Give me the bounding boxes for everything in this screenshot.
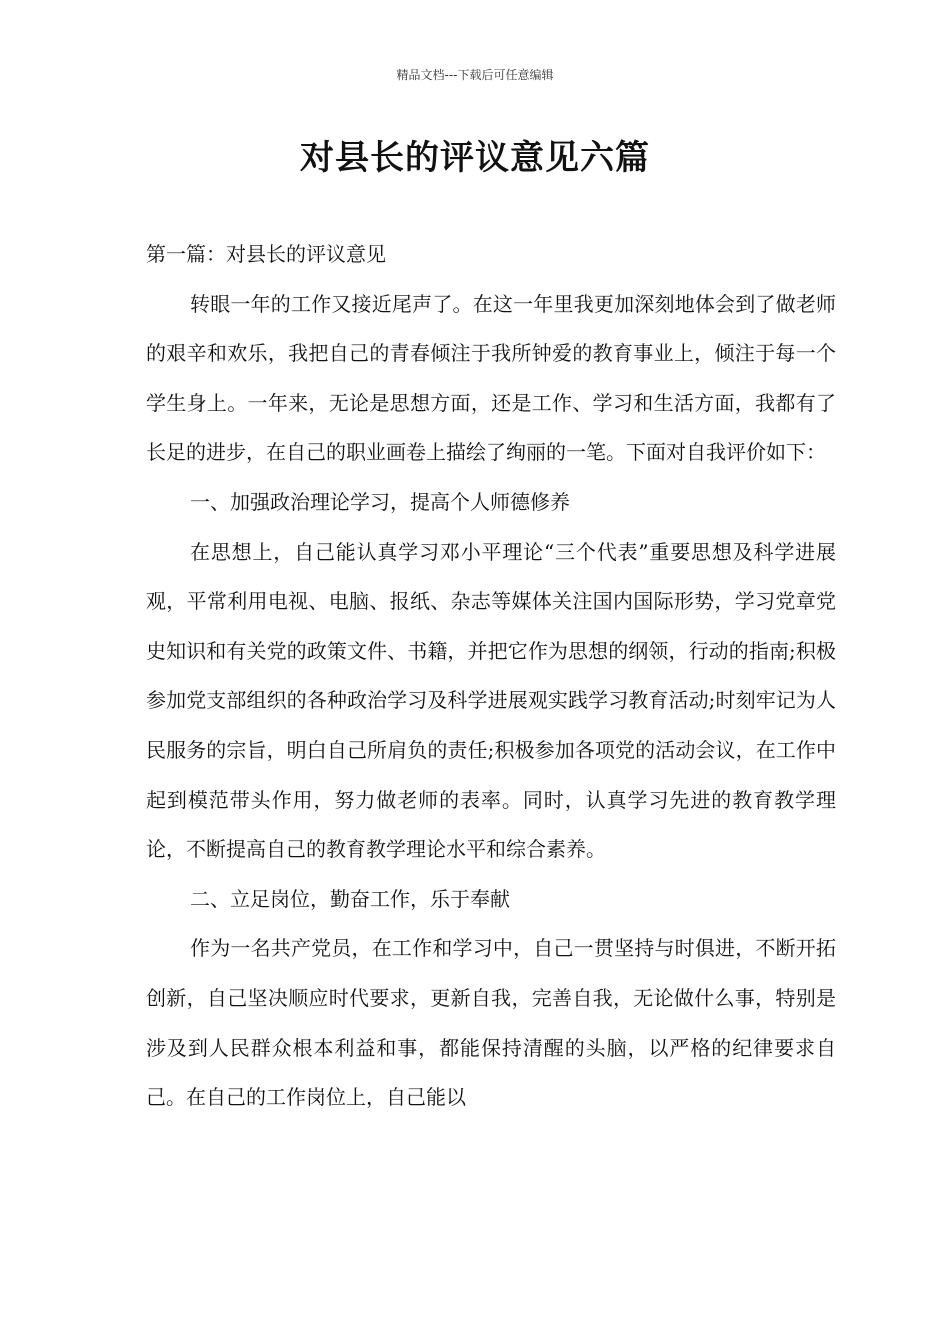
- paragraph: 在思想上，自己能认真学习邓小平理论“三个代表”重要思想及科学进展观，平常利用电视、电脑、报纸、杂志等媒体关注国内国际形势，学习党章党史知识和有关党的政策文件、书籍，并把它作为思想的纲领，行动的指南;积极参加党支部组织的各种政治学习及科学进展观实践学习教育活动;时刻牢记为人民服务的宗旨，明白自己所肩负的责任;积极参加各项党的活动会议，在工作中起到模范带头作用，努力做老师的表率。同时，认真学习先进的教育教学理论，不断提高自己的教育教学理论水平和综合素养。: [146, 539, 836, 862]
- subheading: 二、立足岗位，勤奋工作，乐于奉献: [190, 886, 510, 911]
- document-title: 对县长的评议意见六篇: [300, 138, 650, 178]
- subheading: 一、加强政治理论学习，提高个人师德修养: [190, 489, 570, 514]
- paragraph: 转眼一年的工作又接近尾声了。在这一年里我更加深刻地体会到了做老师的艰辛和欢乐，我把自己的青春倾注于我所钟爱的教育事业上，倾注于每一个学生身上。一年来，无论是思想方面，还是工作、学习和生活方面，我都有了长足的进步，在自己的职业画卷上描绘了绚丽的一笔。下面对自我评价如下：: [146, 291, 836, 465]
- header-note: 精品文档---下载后可任意编辑: [396, 68, 554, 82]
- section-heading: 第一篇：对县长的评议意见: [146, 242, 386, 266]
- document-body: [146, 230, 836, 1123]
- paragraph: 作为一名共产党员，在工作和学习中，自己一贯坚持与时俱进，不断开拓创新，自己坚决顺应时代要求，更新自我，完善自我，无论做什么事，特别是涉及到人民群众根本利益和事，都能保持清醒的头脑，以严格的纪律要求自己。在自己的工作岗位上，自己能以: [146, 936, 836, 1110]
